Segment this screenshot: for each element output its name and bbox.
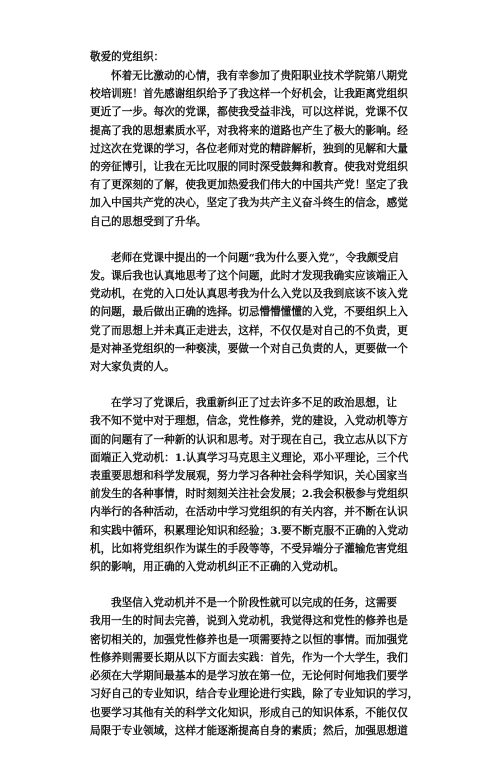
text-line: 是对神圣党组织的一种亵渎，要做一个对自己负责的人，更要做一个 <box>90 342 408 355</box>
text-line: 必须在大学期间最基本的是学习放在第一位，无论何时何地我们要学 <box>90 670 408 683</box>
text-line: 老师在党课中提出的一个问题“我为什么要入党”，令我颇受启 <box>111 251 399 264</box>
text-line: 我用一生的时间去完善，说到入党动机，我觉得这和党性的修养也是 <box>90 615 408 628</box>
text-line: 更近了一步。每次的党课，都使我受益非浅，可以这样说，党课不仅 <box>90 106 408 119</box>
text-line: 党了而思想上并未真正走进去，这样，不仅仅是对自己的不负责，更 <box>90 324 408 337</box>
text-line: 习好自己的专业知识，结合专业理论进行实践，除了专业知识的学习， <box>90 688 419 701</box>
text-line: 我坚信入党动机并不是一个阶段性就可以完成的任务，这需要 <box>111 597 398 610</box>
text-line: 过这次在党课的学习，各位老师对党的精辟解析，独到的见解和大量 <box>90 142 408 155</box>
paragraph-1 <box>90 67 412 231</box>
paragraph-3 <box>90 394 412 576</box>
text-line: 机，比如将党组织作为谋生的手段等等，不受异端分子灌输危害党组 <box>90 542 408 555</box>
paragraph-4 <box>90 594 419 740</box>
text-line: 提高了我的思想素质水平，对我将来的道路也产生了极大的影响。经 <box>90 124 408 137</box>
letter-body <box>90 48 419 758</box>
text-line: 党动机，在党的入口处认真思考我为什么入党以及我到底该不该入党 <box>90 288 408 301</box>
text-line: 发。课后我也认真地思考了这个问题，此时才发现我确实应该端正入 <box>90 270 408 283</box>
text-line: 织的影响，用正确的入党动机纠正不正确的入党动机。 <box>90 561 345 574</box>
text-line: 前发生的各种事情，时时刻刻关注社会发展；2.我会积极参与党组织 <box>90 488 409 501</box>
paragraph-2 <box>90 249 412 376</box>
text-line: 对大家负责的人。 <box>90 361 175 374</box>
text-line: 有了更深刻的了解，使我更加热爱我们伟大的中国共产党！坚定了我 <box>90 179 408 192</box>
text-line: 也要学习其他有关的科学文化知识，形成自己的知识体系，不能仅仅 <box>90 706 408 719</box>
text-line: 性修养则需要长期从以下方面去实践：首先，作为一个大学生，我们 <box>90 651 408 664</box>
text-line: 自己的思想受到了升华。 <box>90 215 207 228</box>
salutation: 敬爱的党组织： <box>90 51 165 63</box>
text-line: 我不知不觉中对于理想，信念，党性修养，党的建设，入党动机等方 <box>90 415 408 428</box>
text-line: 怀着无比激动的心情，我有幸参加了贵阳职业技术学院第八期党 <box>111 70 408 82</box>
text-line: 的旁征博引，让我在无比叹服的同时深受鼓舞和教育。使我对党组织 <box>90 161 408 174</box>
text-line: 加入中国共产党的决心，坚定了我为共产主义奋斗终生的信念，感觉 <box>90 197 408 210</box>
text-line: 局限于专业领域，这样才能逐渐提高自身的素质；然后，加强思想道 <box>90 724 408 737</box>
text-line: 在学习了党课后，我重新纠正了过去许多不足的政治思想，让 <box>111 397 398 410</box>
text-line: 校培训班！首先感谢组织给予了我这样一个好机会，让我距离党组织 <box>90 88 408 101</box>
text-line: 和实践中循环，积累理论知识和经验；3.要不断克服不正确的入党动 <box>90 524 409 537</box>
text-line: 面端正入党动机：1.认真学习马克思主义理论，邓小平理论，三个代 <box>90 451 409 464</box>
text-line: 内举行的各种活动，在活动中学习党组织的有关内容，并不断在认识 <box>90 506 408 519</box>
text-line: 面的问题有了一种新的认识和思考。对于现在自己，我立志从以下方 <box>90 433 408 446</box>
text-line: 的问题，最后做出正确的选择。切忌懵懵懂懂的入党，不要组织上入 <box>90 306 408 319</box>
text-line: 密切相关的，加强党性修养也是一项需要持之以恒的事情。而加强党 <box>90 633 408 646</box>
text-line: 表重要思想和科学发展观，努力学习各种社会科学知识，关心国家当 <box>90 470 408 483</box>
